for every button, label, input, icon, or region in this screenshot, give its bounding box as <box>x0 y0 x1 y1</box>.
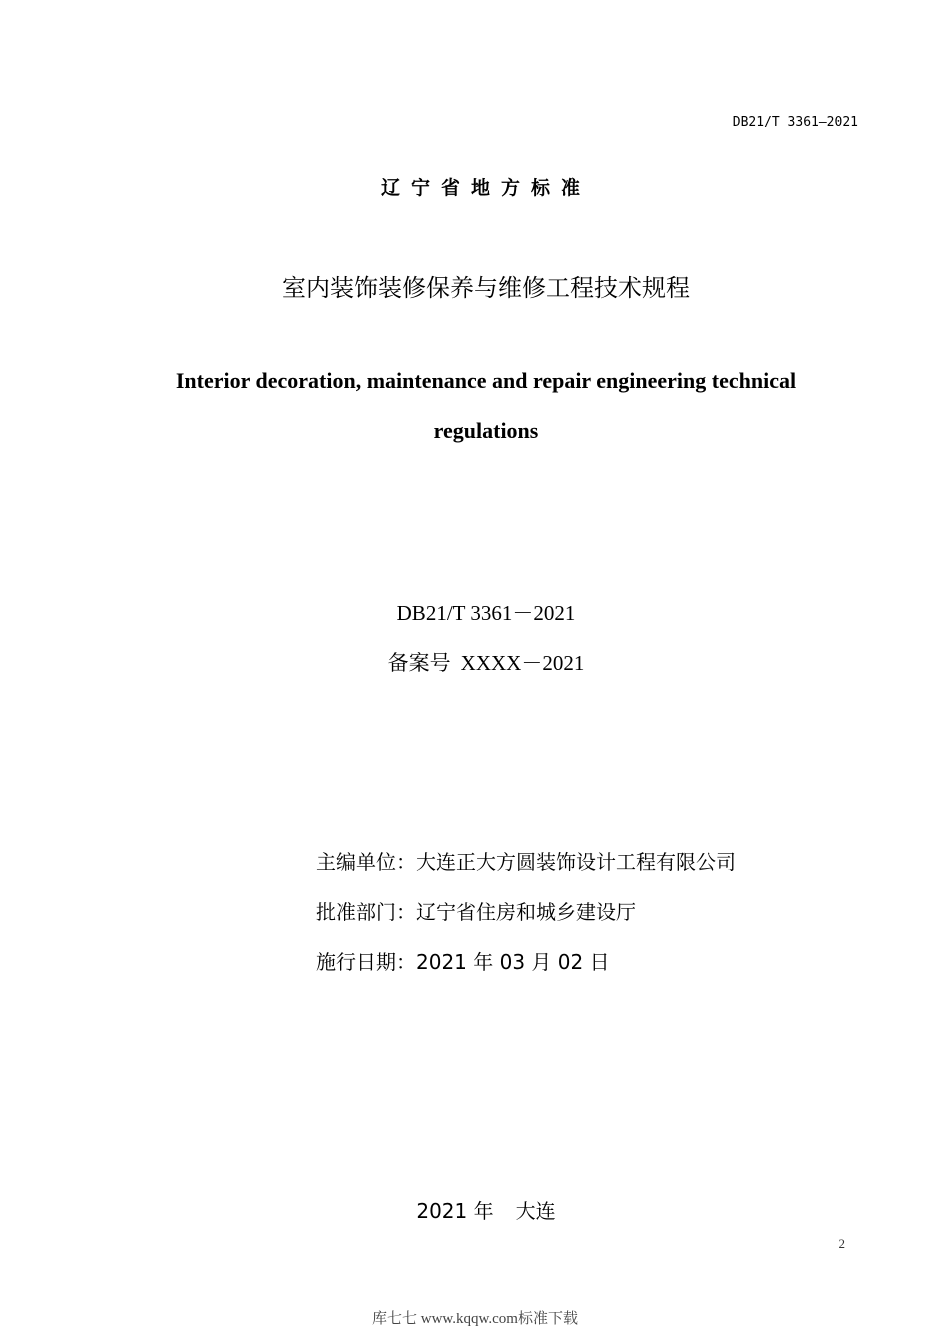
header-standard-code: DB21/T 3361—2021 <box>732 115 858 130</box>
publication-place <box>0 1195 950 1224</box>
download-watermark: 库七七 www.kqqw.com标准下载 <box>372 1311 578 1327</box>
approval-department: 批准部门：辽宁省住房和城乡建设厅 <box>316 900 636 924</box>
record-number-value: XXXX－2021 <box>460 651 585 675</box>
effective-date: 施行日期：2021 年 03 月 02 日 <box>316 950 610 974</box>
record-number <box>0 647 950 677</box>
standard-number: DB21/T 3361－2021 <box>396 601 576 625</box>
chinese-title: 室内装饰装修保养与维修工程技术规程 <box>282 274 690 302</box>
publication-year: 2021 年 <box>416 1199 494 1223</box>
english-title-line-2: regulations <box>433 418 539 443</box>
publication-city: 大连 <box>515 1199 556 1223</box>
page-number: 2 <box>838 1236 845 1251</box>
record-number-label: 备案号 <box>387 651 451 675</box>
editor-unit: 主编单位：大连正大方圆装饰设计工程有限公司 <box>316 850 736 874</box>
province-standard-heading: 辽宁省地方标准 <box>380 177 591 199</box>
english-title-line-1: Interior decoration, maintenance and repair engineering technical <box>175 368 797 393</box>
